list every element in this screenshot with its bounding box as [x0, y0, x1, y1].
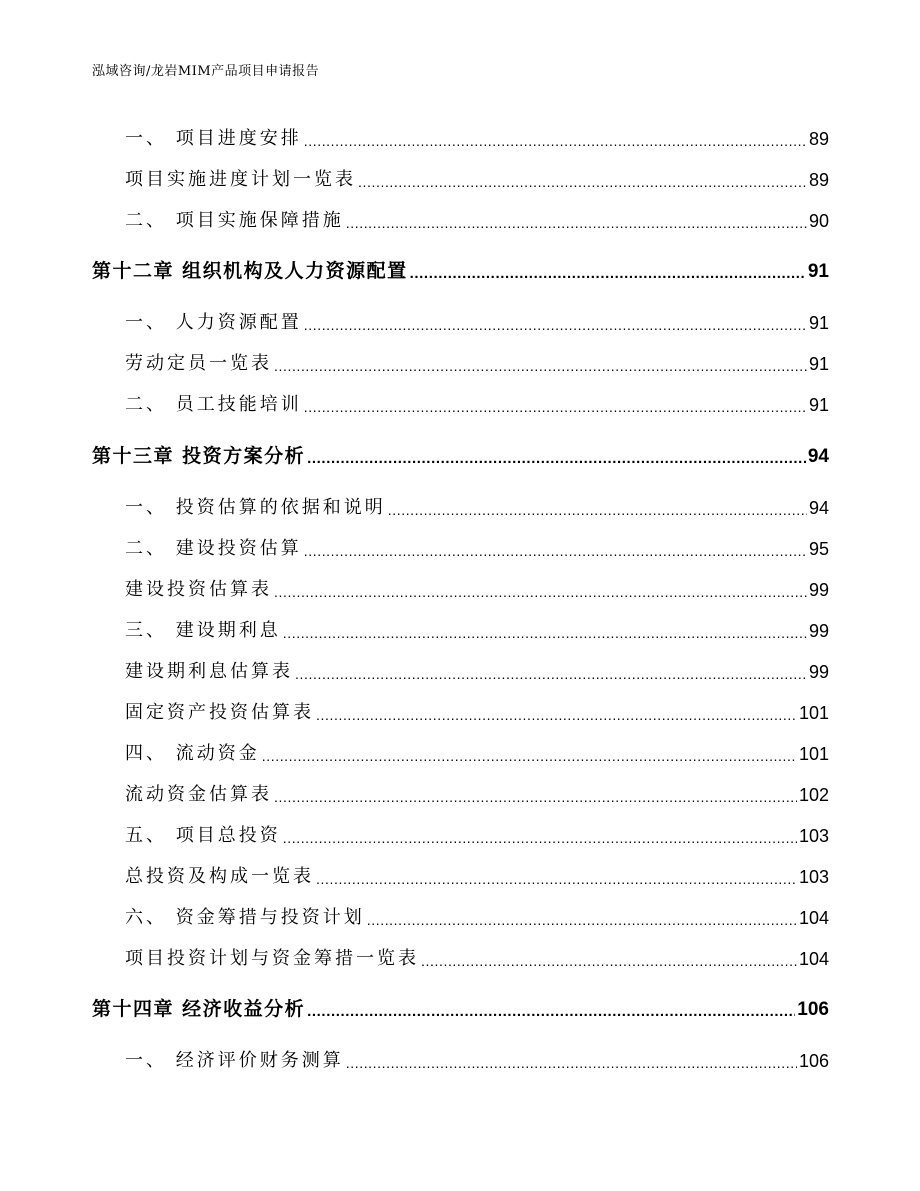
toc-entry-title: 项目投资计划与资金筹措一览表 — [125, 948, 419, 969]
toc-entry-page: 90 — [808, 211, 829, 231]
toc-entry-title: 一、 人力资源配置 — [125, 312, 302, 333]
toc-leader-dots — [367, 913, 797, 925]
toc-entry[interactable] — [92, 165, 829, 191]
toc-entry-title: 一、 项目进度安排 — [125, 128, 302, 149]
toc-entry-page: 103 — [798, 826, 829, 846]
toc-chapter-title: 第十四章 经济收益分析 — [92, 998, 306, 1020]
toc-leader-dots — [316, 708, 797, 720]
toc-leader-dots — [358, 175, 807, 187]
toc-entry[interactable] — [92, 390, 829, 416]
toc-entry-title: 劳动定员一览表 — [125, 353, 272, 374]
toc-entry-title: 固定资产投资估算表 — [125, 702, 314, 723]
toc-leader-dots — [304, 400, 807, 412]
toc-chapter-entry[interactable] — [92, 256, 829, 283]
toc-entry-page: 95 — [808, 539, 829, 559]
toc-entry[interactable] — [92, 308, 829, 334]
toc-entry-page: 104 — [798, 949, 829, 969]
toc-leader-dots — [283, 626, 807, 638]
toc-entry-page: 104 — [798, 908, 829, 928]
toc-entry-title: 项目实施进度计划一览表 — [125, 169, 356, 190]
toc-entry-page: 99 — [808, 580, 829, 600]
toc-leader-dots — [304, 318, 807, 330]
toc-leader-dots — [307, 1005, 795, 1017]
toc-leader-dots — [274, 585, 807, 597]
toc-entry-title: 四、 流动资金 — [125, 743, 260, 764]
toc-entry[interactable] — [92, 698, 829, 724]
toc-leader-dots — [283, 831, 797, 843]
toc-entry-page: 91 — [808, 313, 829, 333]
toc-leader-dots — [346, 216, 807, 228]
toc-entry[interactable] — [92, 493, 829, 519]
toc-entry-page: 106 — [798, 1051, 829, 1071]
toc-entry[interactable] — [92, 1046, 829, 1072]
toc-entry-page: 99 — [808, 621, 829, 641]
toc-entry-page: 101 — [798, 744, 829, 764]
toc-entry[interactable] — [92, 657, 829, 683]
toc-entry[interactable] — [92, 903, 829, 929]
toc-leader-dots — [346, 1056, 797, 1068]
toc-chapter-page: 106 — [797, 999, 829, 1020]
running-header: 泓域咨询/龙岩MIM产品项目申请报告 — [92, 64, 320, 79]
toc-entry[interactable] — [92, 862, 829, 888]
toc-chapter-entry[interactable] — [92, 994, 829, 1021]
toc-entry-page: 94 — [808, 498, 829, 518]
toc-entry-title: 一、 投资估算的依据和说明 — [125, 497, 386, 518]
toc-entry[interactable] — [92, 821, 829, 847]
toc-entry-page: 101 — [798, 703, 829, 723]
toc-chapter-page: 94 — [807, 446, 829, 467]
toc-leader-dots — [295, 667, 807, 679]
toc-entry[interactable] — [92, 349, 829, 375]
toc-leader-dots — [316, 872, 797, 884]
toc-entry[interactable] — [92, 206, 829, 232]
toc-entry-title: 总投资及构成一览表 — [125, 866, 314, 887]
toc-leader-dots — [274, 359, 807, 371]
toc-chapter-title: 第十三章 投资方案分析 — [92, 445, 306, 467]
toc-entry[interactable] — [92, 739, 829, 765]
toc-entry[interactable] — [92, 575, 829, 601]
toc-entry-title: 二、 项目实施保障措施 — [125, 210, 344, 231]
toc-leader-dots — [304, 134, 807, 146]
toc-entry-title: 三、 建设期利息 — [125, 620, 281, 641]
toc-entry-page: 102 — [798, 785, 829, 805]
toc-leader-dots — [262, 749, 797, 761]
toc-leader-dots — [388, 503, 807, 515]
toc-entry-title: 二、 员工技能培训 — [125, 394, 302, 415]
toc-entry-title: 五、 项目总投资 — [125, 825, 281, 846]
toc-entry[interactable] — [92, 780, 829, 806]
toc-entry[interactable] — [92, 534, 829, 560]
toc-chapter-title: 第十二章 组织机构及人力资源配置 — [92, 260, 408, 282]
toc-entry-page: 99 — [808, 662, 829, 682]
toc-entry[interactable] — [92, 944, 829, 970]
toc-chapter-entry[interactable] — [92, 441, 829, 468]
toc-entry-page: 103 — [798, 867, 829, 887]
toc-leader-dots — [304, 544, 807, 556]
toc-leader-dots — [410, 267, 806, 279]
toc-entry-title: 建设期利息估算表 — [125, 661, 293, 682]
toc-entry[interactable] — [92, 124, 829, 150]
toc-entry-title: 六、 资金筹措与投资计划 — [125, 907, 365, 928]
toc-entry-title: 流动资金估算表 — [125, 784, 272, 805]
toc-entry-page: 89 — [808, 170, 829, 190]
toc-entry-title: 二、 建设投资估算 — [125, 538, 302, 559]
toc-entry-title: 一、 经济评价财务测算 — [125, 1050, 344, 1071]
toc-entry-title: 建设投资估算表 — [125, 579, 272, 600]
toc-entry-page: 91 — [808, 395, 829, 415]
toc-chapter-page: 91 — [807, 261, 829, 282]
toc-entry-page: 89 — [808, 129, 829, 149]
toc-leader-dots — [421, 954, 797, 966]
toc-entry-page: 91 — [808, 354, 829, 374]
toc-entry[interactable] — [92, 616, 829, 642]
toc-leader-dots — [307, 452, 806, 464]
toc-leader-dots — [274, 790, 797, 802]
